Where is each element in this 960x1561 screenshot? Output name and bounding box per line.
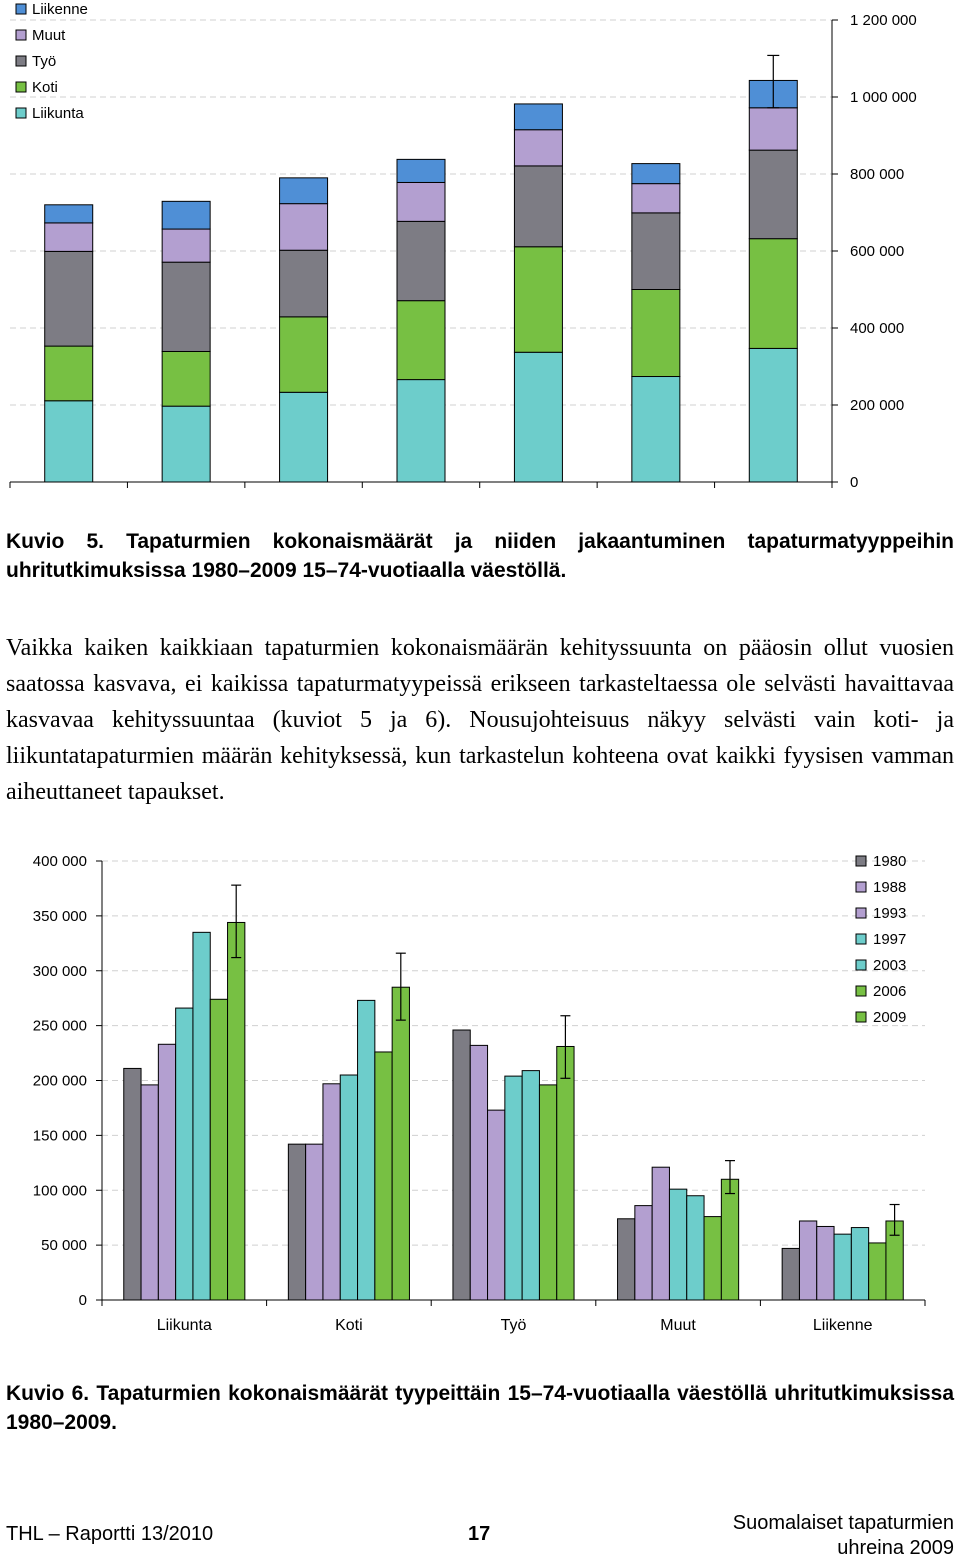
grouped-bar-chart — [0, 840, 960, 1340]
y-tick-label: 0 — [78, 1292, 87, 1309]
y-tick-label: 400 000 — [32, 853, 87, 870]
legend-swatch-1993 — [856, 908, 866, 918]
y-tick-label: 1 000 000 — [850, 89, 917, 106]
bar-liikenne-2003 — [851, 1228, 868, 1300]
page-number: 17 — [468, 1523, 491, 1545]
bar-liikunta-2003 — [514, 352, 562, 482]
bar-koti-1988 — [306, 1144, 323, 1300]
legend-swatch-tyo — [16, 56, 26, 66]
footer-title-line-1: Suomalaiset tapaturmien — [732, 1512, 954, 1534]
legend-label-liikenne: Liikenne — [32, 1, 88, 18]
bar-liikunta-1997 — [397, 380, 445, 482]
bar-liikenne-2006 — [632, 164, 680, 184]
y-tick-label: 300 000 — [32, 962, 87, 980]
bar-tyo-1980 — [45, 251, 93, 346]
bar-tyo-2009 — [749, 150, 797, 239]
bar-liikenne-1980 — [45, 205, 93, 223]
bar-liikunta-1997 — [176, 1008, 193, 1300]
bar-liikenne-1980 — [782, 1248, 799, 1300]
bar-muut-1988 — [162, 229, 210, 262]
legend-label-muut: Muut — [32, 27, 66, 44]
bar-tyo-2003 — [522, 1071, 539, 1300]
legend-label-1997: 1997 — [873, 931, 907, 948]
bar-liikunta-1993 — [280, 392, 328, 482]
bar-koti-1993 — [280, 317, 328, 392]
legend-label-tyo: Työ — [32, 53, 57, 70]
y-tick-label: 1 200 000 — [850, 12, 917, 29]
bar-liikenne-2006 — [869, 1243, 886, 1300]
bar-muut-1993 — [652, 1167, 669, 1300]
y-tick-label: 0 — [850, 474, 859, 491]
y-tick-label: 150 000 — [32, 1127, 87, 1145]
legend-label-1993: 1993 — [873, 905, 907, 922]
bar-muut-1997 — [669, 1189, 686, 1300]
y-tick-label: 600 000 — [850, 243, 905, 260]
bar-muut-2003 — [514, 130, 562, 166]
bar-koti-2006 — [632, 290, 680, 377]
footer-title-line-2: uhreina 2009 — [837, 1537, 954, 1559]
legend-label-2006: 2006 — [873, 983, 907, 1000]
legend-swatch-koti — [16, 82, 26, 92]
bar-koti-1988 — [162, 351, 210, 406]
bar-liikenne-1993 — [280, 178, 328, 204]
bar-liikenne-1988 — [799, 1221, 816, 1300]
bar-muut-2009 — [749, 108, 797, 150]
body-paragraph: Vaikka kaiken kaikkiaan tapaturmien kokonaismäärän kehityssuunta on pääosin ollut vuosien saatossa kasvava, ei kaikissa tapaturmatyypeissä erikseen tarkasteltaessa ole selvästi havaittavaa kasvavaa kehityssuuntaa (kuviot 5 ja 6). Nousujohteisuus näkyy selvästi vain koti- ja liikuntatapaturmien määrän kehityksessä, kun tarkastelun kohteena ovat kaikki fyysisen vamman aiheuttaneet tapaukset. — [6, 635, 954, 805]
bar-koti-1997 — [340, 1075, 357, 1300]
bar-muut-2009 — [721, 1179, 738, 1300]
legend-label-koti: Koti — [32, 79, 58, 96]
bar-tyo-2003 — [514, 166, 562, 247]
legend-swatch-liikenne — [16, 4, 26, 14]
bar-liikunta-1980 — [124, 1068, 141, 1300]
figure-caption-6: Kuvio 6. Tapaturmien kokonaismäärät tyypeittäin 15–74-vuotiaalla väestöllä uhritutkimuksissa 1980–2009. — [6, 1382, 954, 1434]
stacked-bar-chart — [0, 0, 960, 500]
figure-caption-5: Kuvio 5. Tapaturmien kokonaismäärät ja niiden jakaantuminen tapaturmatyyppeihin uhritutkimuksissa 1980–2009 15–74-vuotiaalla väestöllä. — [6, 530, 954, 582]
x-tick-label-koti: Koti — [335, 1317, 363, 1334]
bar-koti-2006 — [375, 1052, 392, 1300]
legend-swatch-1980 — [856, 856, 866, 866]
bar-tyo-2006 — [539, 1085, 556, 1300]
y-tick-label: 100 000 — [32, 1182, 87, 1200]
bar-liikunta-1993 — [158, 1044, 175, 1300]
bar-tyo-1988 — [162, 262, 210, 351]
bar-muut-2003 — [687, 1196, 704, 1300]
bar-muut-1997 — [397, 182, 445, 221]
legend-label-1988: 1988 — [873, 879, 907, 896]
legend-label-1980: 1980 — [873, 853, 907, 870]
bar-liikunta-1980 — [45, 401, 93, 482]
bar-muut-1980 — [618, 1219, 635, 1300]
legend-swatch-2006 — [856, 986, 866, 996]
legend-swatch-liikunta — [16, 108, 26, 118]
x-tick-label-liikenne: Liikenne — [812, 1317, 873, 1334]
y-tick-label: 800 000 — [850, 166, 905, 183]
y-tick-label: 350 000 — [32, 907, 87, 925]
bar-liikenne-1997 — [834, 1234, 851, 1300]
bar-tyo-2006 — [632, 213, 680, 290]
bar-muut-1988 — [635, 1206, 652, 1300]
bar-tyo-1980 — [453, 1030, 470, 1300]
y-tick-label: 400 000 — [850, 320, 905, 337]
bar-muut-2006 — [632, 184, 680, 213]
footer-publication-title — [733, 1511, 954, 1561]
x-tick-label-liikunta: Liikunta — [156, 1317, 212, 1334]
legend-swatch-2003 — [856, 960, 866, 970]
bar-koti-1993 — [323, 1084, 340, 1300]
bar-tyo-2009 — [557, 1046, 574, 1300]
legend-swatch-muut — [16, 30, 26, 40]
footer-report-name: THL – Raportti 13/2010 — [6, 1523, 214, 1545]
bar-koti-2009 — [392, 987, 409, 1300]
bar-liikunta-2009 — [749, 348, 797, 482]
bar-koti-2003 — [514, 247, 562, 352]
legend-swatch-1997 — [856, 934, 866, 944]
bar-koti-2009 — [749, 239, 797, 349]
x-tick-label-tyo: Työ — [500, 1317, 527, 1334]
bar-koti-1980 — [45, 346, 93, 401]
bar-muut-1980 — [45, 223, 93, 251]
bar-liikunta-2003 — [193, 932, 210, 1300]
bar-liikenne-1997 — [397, 159, 445, 182]
legend-label-liikunta: Liikunta — [32, 105, 84, 122]
bar-tyo-1993 — [488, 1110, 505, 1300]
y-tick-label: 200 000 — [32, 1072, 87, 1090]
bar-koti-1997 — [397, 301, 445, 380]
legend-swatch-2009 — [856, 1012, 866, 1022]
bar-liikunta-2006 — [632, 377, 680, 482]
y-tick-label: 200 000 — [850, 397, 905, 414]
bar-liikenne-2003 — [514, 104, 562, 130]
legend-label-2003: 2003 — [873, 957, 907, 974]
bar-liikunta-2006 — [210, 999, 227, 1300]
bar-muut-2006 — [704, 1217, 721, 1300]
bar-tyo-1997 — [505, 1076, 522, 1300]
x-tick-label-muut: Muut — [660, 1317, 696, 1334]
bar-liikunta-2009 — [228, 922, 245, 1300]
bar-koti-2003 — [358, 1000, 375, 1300]
bar-liikunta-1988 — [141, 1085, 158, 1300]
bar-liikenne-1988 — [162, 201, 210, 229]
legend-label-2009: 2009 — [873, 1009, 907, 1026]
legend-swatch-1988 — [856, 882, 866, 892]
bar-liikenne-1993 — [817, 1226, 834, 1300]
bar-liikunta-1988 — [162, 406, 210, 482]
bar-tyo-1997 — [397, 221, 445, 300]
bar-tyo-1993 — [280, 250, 328, 317]
bar-muut-1993 — [280, 204, 328, 251]
bar-tyo-1988 — [470, 1045, 487, 1300]
y-tick-label: 50 000 — [41, 1237, 87, 1255]
y-tick-label: 250 000 — [32, 1017, 87, 1035]
bar-koti-1980 — [288, 1144, 305, 1300]
